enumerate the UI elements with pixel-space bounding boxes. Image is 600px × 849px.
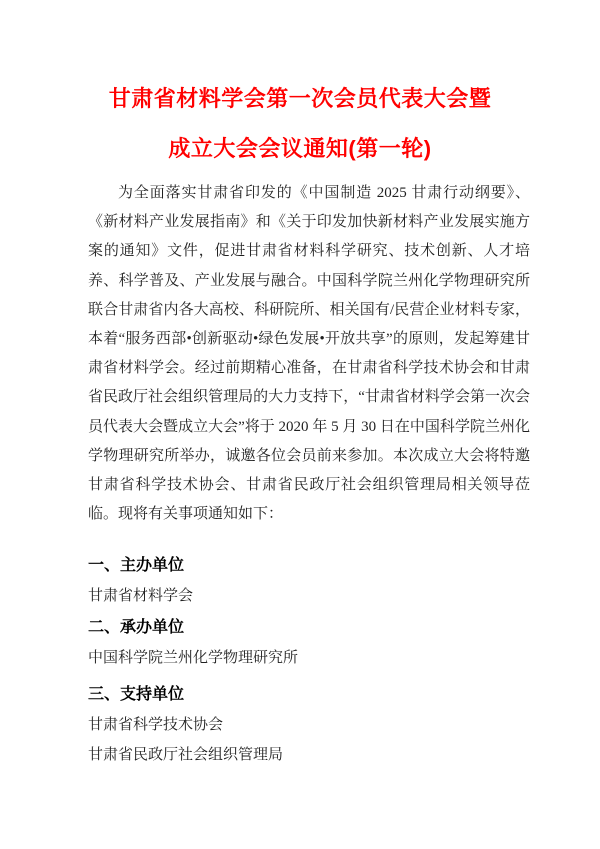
sections [88,551,530,770]
section-spacer [88,673,530,680]
title-line-2: 成立大会会议通知(第一轮) [168,136,432,161]
section-heading-organizer: 二、承办单位 [88,619,185,636]
section-item-supporter-org-2: 甘肃省民政厅社会组织管理局 [88,747,284,763]
section-heading-supporter: 三、支持单位 [88,686,185,703]
document-title [0,74,600,174]
section-heading-host: 一、主办单位 [88,557,185,574]
title-line-1: 甘肃省材料学会第一次会员代表大会暨 [108,86,492,111]
section-item-supporter-org-1: 甘肃省科学技术协会 [88,717,224,733]
section-item-host-org: 甘肃省材料学会 [88,588,194,604]
section-item-organizer-org: 中国科学院兰州化学物理研究所 [88,650,299,666]
intro-paragraph: 为全面落实甘肃省印发的《中国制造 2025 甘肃行动纲要》、《新材料产业发展指南》和《关于印发加快新材料产业发展实施方案的通知》文件，促进甘肃省材料科学研究、技术创新、人才培养、科学普及、产业发展与融合。中国科学院兰州化学物理研究所联合甘肃省内各大高校、科研院所、相关国有/民营企业材料专家，本着“服务西部•创新驱动•绿色发展•开放共享”的原则，发起筹建甘肃省材料学会。经过前期精心准备，在甘肃省科学技术协会和甘肃省民政厅社会组织管理局的大力支持下，“甘肃省材料学会第一次会员代表大会暨成立大会”将于 2020 年 5 月 30 日在中国科学院兰州化学物理研究所举办，诚邀各位会员前来参加。本次成立大会将特邀甘肃省科学技术协会、甘肃省民政厅社会组织管理局相关领导莅临。现将有关事项通知如下： [88,185,530,523]
